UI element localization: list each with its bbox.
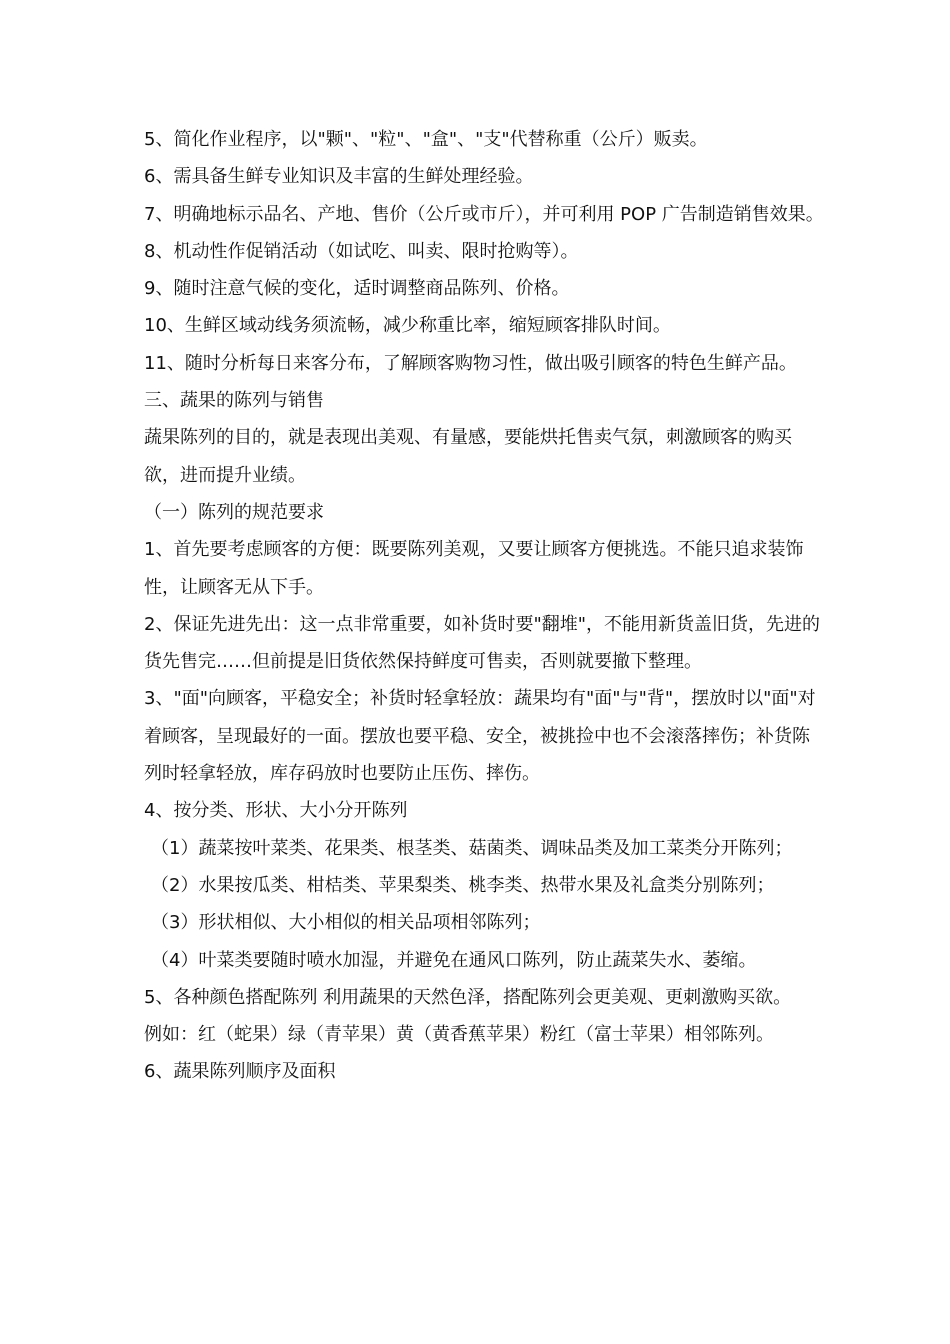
requirement-6: 6、蔬果陈列顺序及面积 bbox=[144, 1061, 336, 1083]
requirement-5: 5、各种颜色搭配陈列 利用蔬果的天然色泽，搭配陈列会更美观、更刺激购买欲。 bbox=[144, 986, 792, 1008]
sub-item-4: （4）叶菜类要随时喷水加湿，并避免在通风口陈列，防止蔬菜失水、萎缩。 bbox=[151, 949, 757, 971]
example-line: 例如：红（蛇果）绿（青苹果）黄（黄香蕉苹果）粉红（富士苹果）相邻陈列。 bbox=[144, 1024, 774, 1046]
sub-item-3: （3）形状相似、大小相似的相关品项相邻陈列； bbox=[151, 912, 541, 934]
paragraph-item-5: 5、简化作业程序，以"颗"、"粒"、"盒"、"支"代替称重（公斤）贩卖。 bbox=[144, 129, 708, 150]
paragraph-item-10: 10、生鲜区域动线务须流畅，减少称重比率，缩短顾客排队时间。 bbox=[144, 315, 671, 337]
paragraph-item-8: 8、机动性作促销活动（如试吃、叫卖、限时抢购等）。 bbox=[144, 240, 579, 262]
sub-item-2: （2）水果按瓜类、柑桔类、苹果梨类、桃李类、热带水果及礼盒类分别陈列； bbox=[151, 874, 775, 896]
requirement-3: 3、"面"向顾客，平稳安全；补货时轻拿轻放：蔬果均有"面"与"背"，摆放时以"面"对着顾客，呈现最好的一面。摆放也要平稳、安全，被挑捡中也不会滚落摔伤；补货陈列时轻拿轻放，库存码放时也要防止压伤、摔伤。 bbox=[144, 688, 816, 785]
paragraph-item-9: 9、随时注意气候的变化，适时调整商品陈列、价格。 bbox=[144, 278, 570, 300]
paragraph-item-6: 6、需具备生鲜专业知识及丰富的生鲜处理经验。 bbox=[144, 166, 534, 188]
requirement-4: 4、按分类、形状、大小分开陈列 bbox=[144, 800, 408, 822]
paragraph-item-7: 7、明确地标示品名、产地、售价（公斤或市斤），并可利用 POP 广告制造销售效果。 bbox=[144, 203, 824, 225]
section-intro: 蔬果陈列的目的，就是表现出美观、有量感，要能烘托售卖气氛，刺激顾客的购买欲，进而提升业绩。 bbox=[144, 427, 792, 486]
requirement-1: 1、首先要考虑顾客的方便：既要陈列美观，又要让顾客方便挑选。不能只追求装饰性，让顾客无从下手。 bbox=[144, 539, 804, 598]
requirement-2: 2、保证先进先出：这一点非常重要，如补货时要"翻堆"，不能用新货盖旧货，先进的货先售完……但前提是旧货依然保持鲜度可售卖，否则就要撤下整理。 bbox=[144, 613, 821, 673]
section-heading: 三、蔬果的陈列与销售 bbox=[144, 390, 324, 412]
paragraph-item-11: 11、随时分析每日来客分布，了解顾客购物习性，做出吸引顾客的特色生鲜产品。 bbox=[144, 352, 797, 374]
sub-item-1: （1）蔬菜按叶菜类、花果类、根茎类、菇菌类、调味品类及加工菜类分开陈列； bbox=[151, 837, 793, 859]
document-body bbox=[144, 121, 824, 1091]
subsection-heading: （一）陈列的规范要求 bbox=[144, 501, 324, 523]
